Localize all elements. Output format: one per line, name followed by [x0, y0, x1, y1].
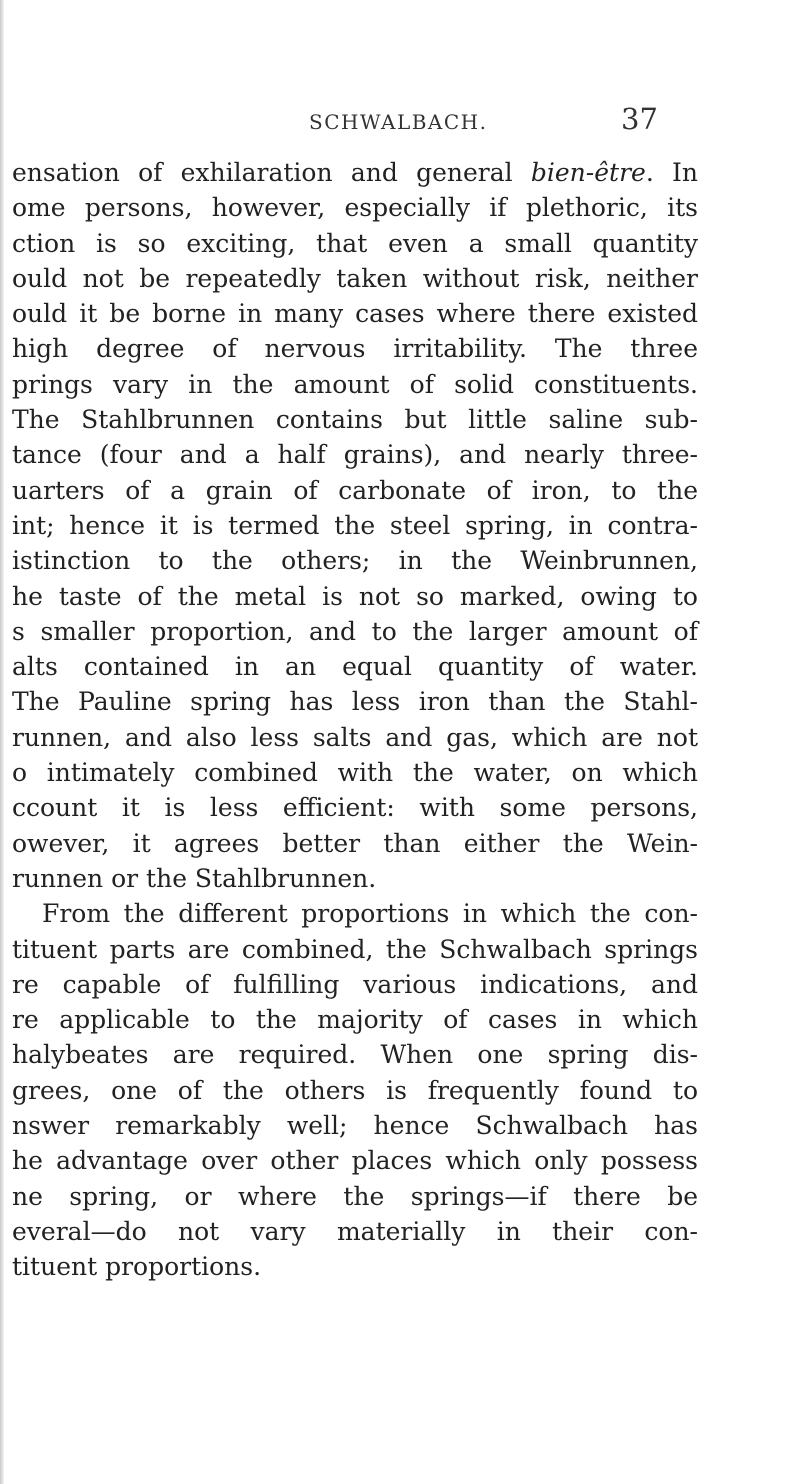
- text-line-1-before: ensation of exhilaration and general: [12, 158, 531, 187]
- text-line: halybeates are required. When one spring dis-: [12, 1040, 698, 1070]
- text-line: ne spring, or where the springs—if there be: [12, 1181, 698, 1211]
- text-line: re applicable to the majority of cases in which: [12, 1005, 698, 1035]
- text-line: ction is so exciting, that even a small quantity: [12, 228, 698, 258]
- text-line: From the different proportions in which the con-: [42, 899, 698, 929]
- text-line-1-after: . In: [645, 158, 699, 187]
- text-line: re capable of fulfilling various indications, and: [12, 969, 698, 999]
- page-header: [0, 102, 800, 142]
- text-line: high degree of nervous irritability. The three: [12, 334, 698, 364]
- text-line: nswer remarkably well; hence Schwalbach has: [12, 1111, 698, 1141]
- page-number: 37: [621, 102, 658, 136]
- text-line: owever, it agrees better than either the Wein-: [12, 828, 698, 858]
- text-line: o intimately combined with the water, on which: [12, 758, 698, 788]
- text-line-1: [0, 155, 698, 190]
- text-line: runnen or the Stahlbrunnen.: [12, 863, 377, 893]
- running-head: SCHWALBACH.: [309, 110, 488, 134]
- text-line: s smaller proportion, and to the larger amount of: [12, 616, 698, 646]
- text-line: ould not be repeatedly taken without risk, neither: [12, 263, 698, 293]
- text-line: runnen, and also less salts and gas, which are not: [12, 722, 698, 752]
- text-line: ome persons, however, especially if plethoric, its: [12, 193, 698, 223]
- italic-phrase: bien-être: [530, 158, 646, 187]
- text-line: istinction to the others; in the Weinbrunnen,: [12, 546, 698, 576]
- text-line: The Stahlbrunnen contains but little saline sub-: [12, 405, 698, 435]
- text-line: The Pauline spring has less iron than the Stahl-: [12, 687, 698, 717]
- text-line: grees, one of the others is frequently found to: [12, 1075, 698, 1105]
- text-line: ccount it is less efficient: with some persons,: [12, 793, 698, 823]
- text-line: tituent parts are combined, the Schwalbach springs: [12, 934, 698, 964]
- text-line: prings vary in the amount of solid constituents.: [12, 369, 698, 399]
- text-line: tance (four and a half grains), and nearly three-: [12, 440, 698, 470]
- text-line: uarters of a grain of carbonate of iron, to the: [12, 475, 698, 505]
- text-line: alts contained in an equal quantity of water.: [12, 652, 698, 682]
- text-line: everal—do not vary materially in their con-: [12, 1216, 698, 1246]
- text-line: ould it be borne in many cases where there existed: [12, 299, 698, 329]
- text-line: he taste of the metal is not so marked, owing to: [12, 581, 698, 611]
- text-line: he advantage over other places which only possess: [12, 1146, 698, 1176]
- text-line: int; hence it is termed the steel spring, in contra-: [12, 510, 698, 540]
- body-text: [0, 155, 800, 1285]
- text-line: tituent proportions.: [12, 1252, 262, 1282]
